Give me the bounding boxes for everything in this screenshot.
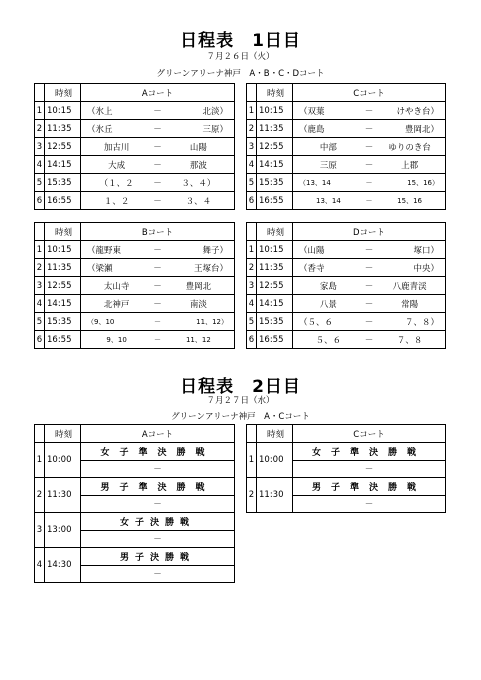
day2-title: 日程表 2日目	[180, 377, 301, 397]
table-row: 1 10:00 女子準決勝戦	[35, 443, 235, 461]
table-row: 2 11:30 男子準決勝戦	[247, 478, 446, 496]
table-row: 2 11:30 男子準決勝戦	[35, 478, 235, 496]
table-row: －	[247, 496, 446, 513]
table-row: 2 11:35 （氷丘 － 三原）	[35, 120, 235, 138]
table-row: －	[247, 461, 446, 478]
table-row: 4 14:15 大成 － 那波	[35, 156, 235, 174]
table-row: 4 14:15 三原 － 上郡	[247, 156, 446, 174]
time-header: 時刻	[45, 425, 81, 443]
table-row: 6 16:55 13、14 － 15、16	[247, 192, 446, 210]
table-row: 4 14:30 男子決勝戦	[35, 548, 235, 566]
day2-date: ７月２７日（水）	[206, 396, 275, 406]
court-b-table	[34, 222, 235, 349]
table-row: －	[35, 531, 235, 548]
court-name: Cコート	[293, 425, 446, 443]
day2-court-c-table	[246, 424, 446, 513]
table-row: －	[35, 461, 235, 478]
court-name: Cコート	[293, 84, 446, 102]
day1-venue: グリーンアリーナ神戸 A・B・C・Dコート	[156, 69, 325, 79]
time-header: 時刻	[257, 223, 293, 241]
table-row: 2 11:35 （香寺 － 中央）	[247, 259, 446, 277]
day1-date: ７月２６日（火）	[206, 52, 275, 62]
time-header: 時刻	[45, 84, 81, 102]
court-a-table	[34, 83, 235, 210]
header-row	[35, 223, 235, 241]
table-row: 1 10:15 （双葉 － けやき台）	[247, 102, 446, 120]
table-row: 2 11:35 （梁瀬 － 王塚台）	[35, 259, 235, 277]
table-row: 1 10:15 （山陽 － 塚口）	[247, 241, 446, 259]
court-d-table	[246, 222, 446, 349]
table-row: 5 15:35 （１、２ － ３、４）	[35, 174, 235, 192]
header-row	[247, 223, 446, 241]
time-header: 時刻	[257, 425, 293, 443]
header-row	[35, 84, 235, 102]
header-row	[247, 425, 446, 443]
header-row	[247, 84, 446, 102]
table-row: －	[35, 496, 235, 513]
table-row: 6 16:55 9、10 － 11、12	[35, 331, 235, 349]
time-header: 時刻	[257, 84, 293, 102]
table-row: 3 12:55 太山寺 － 豊岡北	[35, 277, 235, 295]
table-row: 5 15:35 （9、10 － 11、12）	[35, 313, 235, 331]
table-row: 1 10:15 （龍野東 － 舞子）	[35, 241, 235, 259]
table-row: 4 14:15 北神戸 － 南淡	[35, 295, 235, 313]
table-row: 2 11:35 （鹿島 － 豊岡北）	[247, 120, 446, 138]
header-row	[35, 425, 235, 443]
table-row: 5 15:35 （13、14 － 15、16）	[247, 174, 446, 192]
court-name: Dコート	[293, 223, 446, 241]
day2-venue: グリーンアリーナ神戸 A・Cコート	[171, 412, 310, 422]
table-row: 6 16:55 ５、６ － ７、８	[247, 331, 446, 349]
court-name: Aコート	[81, 84, 235, 102]
time-header: 時刻	[45, 223, 81, 241]
court-c-table	[246, 83, 446, 210]
table-row: 4 14:15 八景 － 常陽	[247, 295, 446, 313]
table-row: －	[35, 566, 235, 583]
table-row: 6 16:55 １、２ － ３、４	[35, 192, 235, 210]
table-row: 5 15:35 （５、６ － ７、８）	[247, 313, 446, 331]
court-name: Aコート	[81, 425, 235, 443]
table-row: 3 12:55 中部 － ゆりのき台	[247, 138, 446, 156]
court-name: Bコート	[81, 223, 235, 241]
table-row: 3 12:55 家島 － 八鹿青渓	[247, 277, 446, 295]
day2-court-a-table	[34, 424, 235, 583]
table-row: 1 10:00 女子準決勝戦	[247, 443, 446, 461]
table-row: 1 10:15 （氷上 － 北淡）	[35, 102, 235, 120]
table-row: 3 13:00 女子決勝戦	[35, 513, 235, 531]
day1-title: 日程表 1日目	[180, 31, 301, 51]
table-row: 3 12:55 加古川 － 山陽	[35, 138, 235, 156]
